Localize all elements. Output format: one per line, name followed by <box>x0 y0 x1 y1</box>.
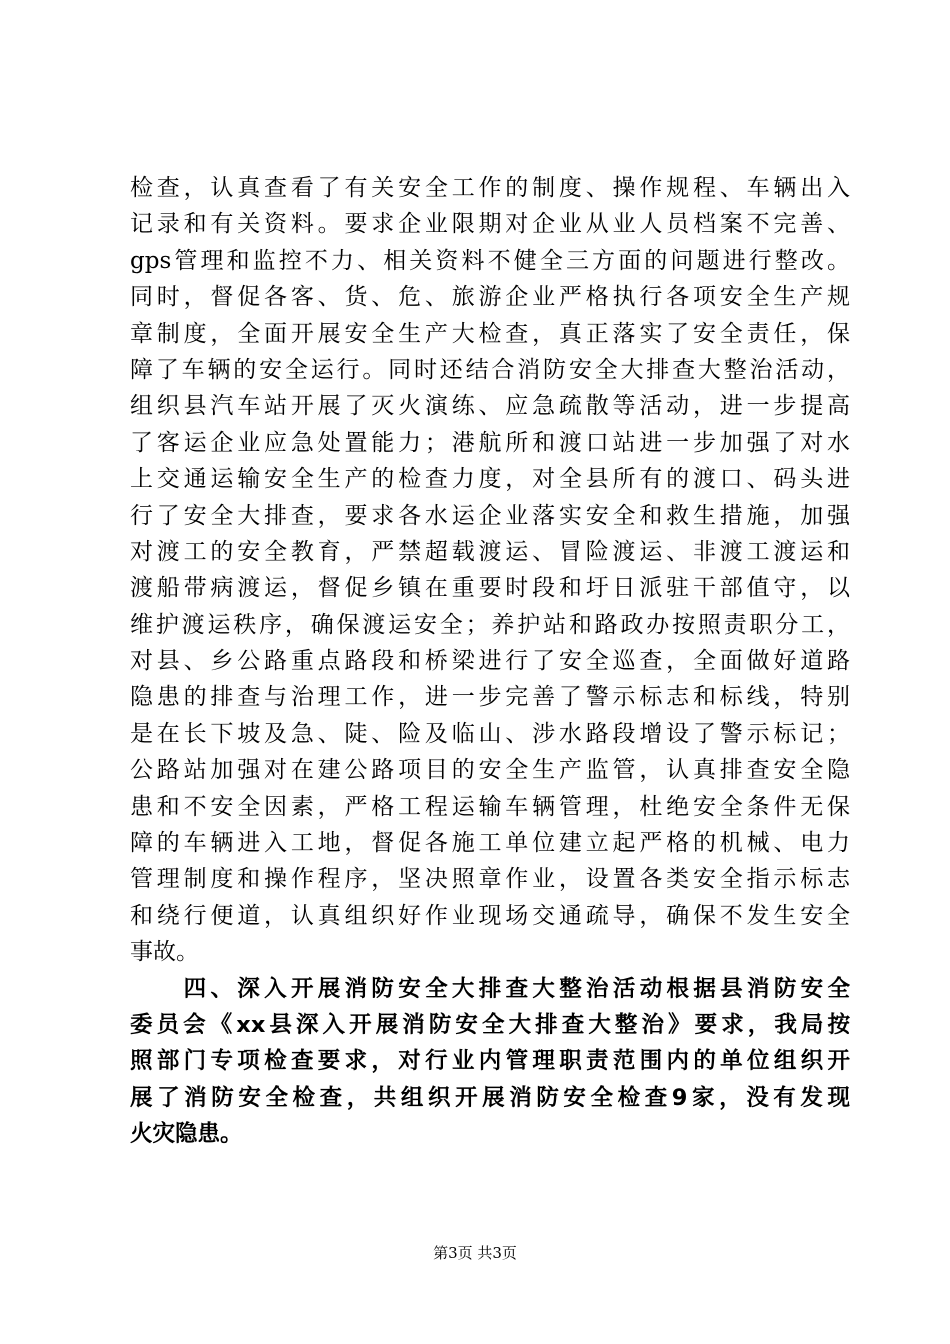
text-line: 患和不安全因素，严格工程运输车辆管理，杜绝安全条件无保 <box>130 793 850 820</box>
text-line: 隐患的排查与治理工作，进一步完善了警示标志和标线，特别 <box>130 684 850 711</box>
text-line: 是在长下坡及急、陡、险及临山、涉水路段增设了警示标记； <box>130 720 850 747</box>
text-line: 对渡工的安全教育，严禁超载渡运、冒险渡运、非渡工渡运和 <box>130 538 850 565</box>
section-heading-line: 四、深入开展消防安全大排查大整治活动根据县消防安全 <box>130 975 850 1002</box>
document-body <box>130 170 850 1153</box>
section-text-line: 展了消防安全检查，共组织开展消防安全检查9家，没有发现 <box>130 1084 850 1111</box>
text-line: 障的车辆进入工地，督促各施工单位建立起严格的机械、电力 <box>130 830 850 857</box>
text-line: 记录和有关资料。要求企业限期对企业从业人员档案不完善、 <box>130 211 850 238</box>
text-line: 对县、乡公路重点路段和桥梁进行了安全巡查，全面做好道路 <box>130 648 850 675</box>
paragraph-traffic-safety <box>130 170 850 971</box>
text-line: 章制度，全面开展安全生产大检查，真正落实了安全责任，保 <box>130 320 850 347</box>
text-line: 管理制度和操作程序，坚决照章作业，设置各类安全指示标志 <box>130 866 850 893</box>
text-line: 公路站加强对在建公路项目的安全生产监管，认真排查安全隐 <box>130 757 850 784</box>
text-line: 维护渡运秩序，确保渡运安全；养护站和路政办按照责职分工， <box>130 611 850 638</box>
page-footer <box>0 1243 950 1263</box>
text-line: 组织县汽车站开展了灭火演练、应急疏散等活动，进一步提高 <box>130 393 850 420</box>
text-line: gps管理和监控不力、相关资料不健全三方面的问题进行整改。 <box>130 247 850 274</box>
text-line: 事故。 <box>130 939 199 966</box>
section-text-line: 火灾隐患。 <box>130 1121 243 1148</box>
text-line: 和绕行便道，认真组织好作业现场交通疏导，确保不发生安全 <box>130 902 850 929</box>
text-line: 检查，认真查看了有关安全工作的制度、操作规程、车辆出入 <box>130 175 850 201</box>
text-line: 上交通运输安全生产的检查力度，对全县所有的渡口、码头进 <box>130 466 850 493</box>
page-number: 第3页 共3页 <box>433 1244 517 1262</box>
text-line: 障了车辆的安全运行。同时还结合消防安全大排查大整治活动， <box>130 356 850 383</box>
section-text-line: 照部门专项检查要求，对行业内管理职责范围内的单位组织开 <box>130 1048 850 1075</box>
text-line: 渡船带病渡运，督促乡镇在重要时段和圩日派驻干部值守，以 <box>130 575 850 602</box>
section-text-line: 委员会《xx县深入开展消防安全大排查大整治》要求，我局按 <box>130 1011 850 1038</box>
text-line: 同时，督促各客、货、危、旅游企业严格执行各项安全生产规 <box>130 284 850 311</box>
text-line: 行了安全大排查，要求各水运企业落实安全和救生措施，加强 <box>130 502 850 529</box>
text-line: 了客运企业应急处置能力；港航所和渡口站进一步加强了对水 <box>130 429 850 456</box>
paragraph-fire-safety-section <box>130 971 850 1153</box>
